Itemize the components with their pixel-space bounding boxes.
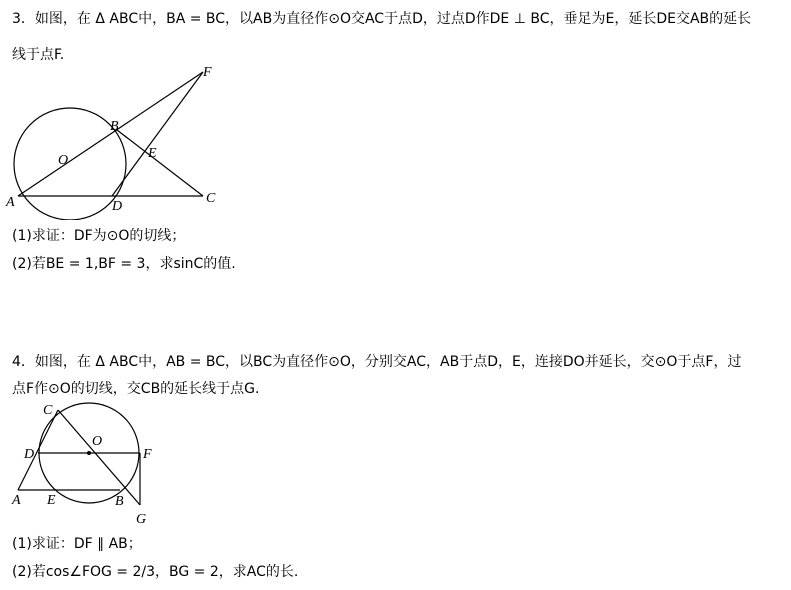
problem3-statement-line1: 3．如图，在 Δ ABC中，BA = BC，以AB为直径作⊙O交AC于点D，过点D作DE ⊥ BC，垂足为E，延长DE交AB的延长 (12, 11, 752, 27)
problem3-question2: (2)若BE = 1,BF = 3，求sinC的值. (12, 256, 236, 272)
figure4-geometry (0, 395, 170, 530)
figure4-label-F: F (143, 447, 152, 462)
figure4-label-G: G (136, 512, 147, 527)
figure3-label-D: D (112, 199, 123, 214)
figure4-label-C: C (43, 403, 53, 418)
figure3-label-E: E (148, 146, 157, 161)
figure4-label-A: A (12, 493, 21, 508)
figure4-label-E: E (47, 493, 56, 508)
problem4-question2: (2)若cos∠FOG = 2/3，BG = 2，求AC的长. (12, 564, 299, 580)
problem3-statement-line2: 线于点F. (12, 47, 65, 63)
problem4-question1: (1)求证：DF ∥ AB； (12, 536, 142, 552)
figure4-label-D: D (24, 447, 35, 462)
problem4-statement-line1: 4．如图，在 Δ ABC中，AB = BC，以BC为直径作⊙O，分别交AC，AB于点D，E，连接DO并延长，交⊙O于点F，过 (12, 354, 742, 370)
problem4-statement-line2: 点F作⊙O的切线，交CB的延长线于点G. (12, 381, 260, 397)
figure3-label-C: C (206, 191, 216, 206)
figure4-center-dot (87, 451, 91, 455)
figure3-label-O: O (58, 153, 69, 168)
figure3-label-A: A (6, 195, 15, 210)
figure3-label-B: B (110, 119, 119, 134)
figure4-label-O: O (92, 434, 103, 449)
figure3-label-F: F (203, 65, 212, 80)
figure3-geometry (0, 60, 260, 220)
problem3-question1: (1)求证：DF为⊙O的切线； (12, 228, 186, 244)
figure4-label-B: B (115, 494, 124, 509)
